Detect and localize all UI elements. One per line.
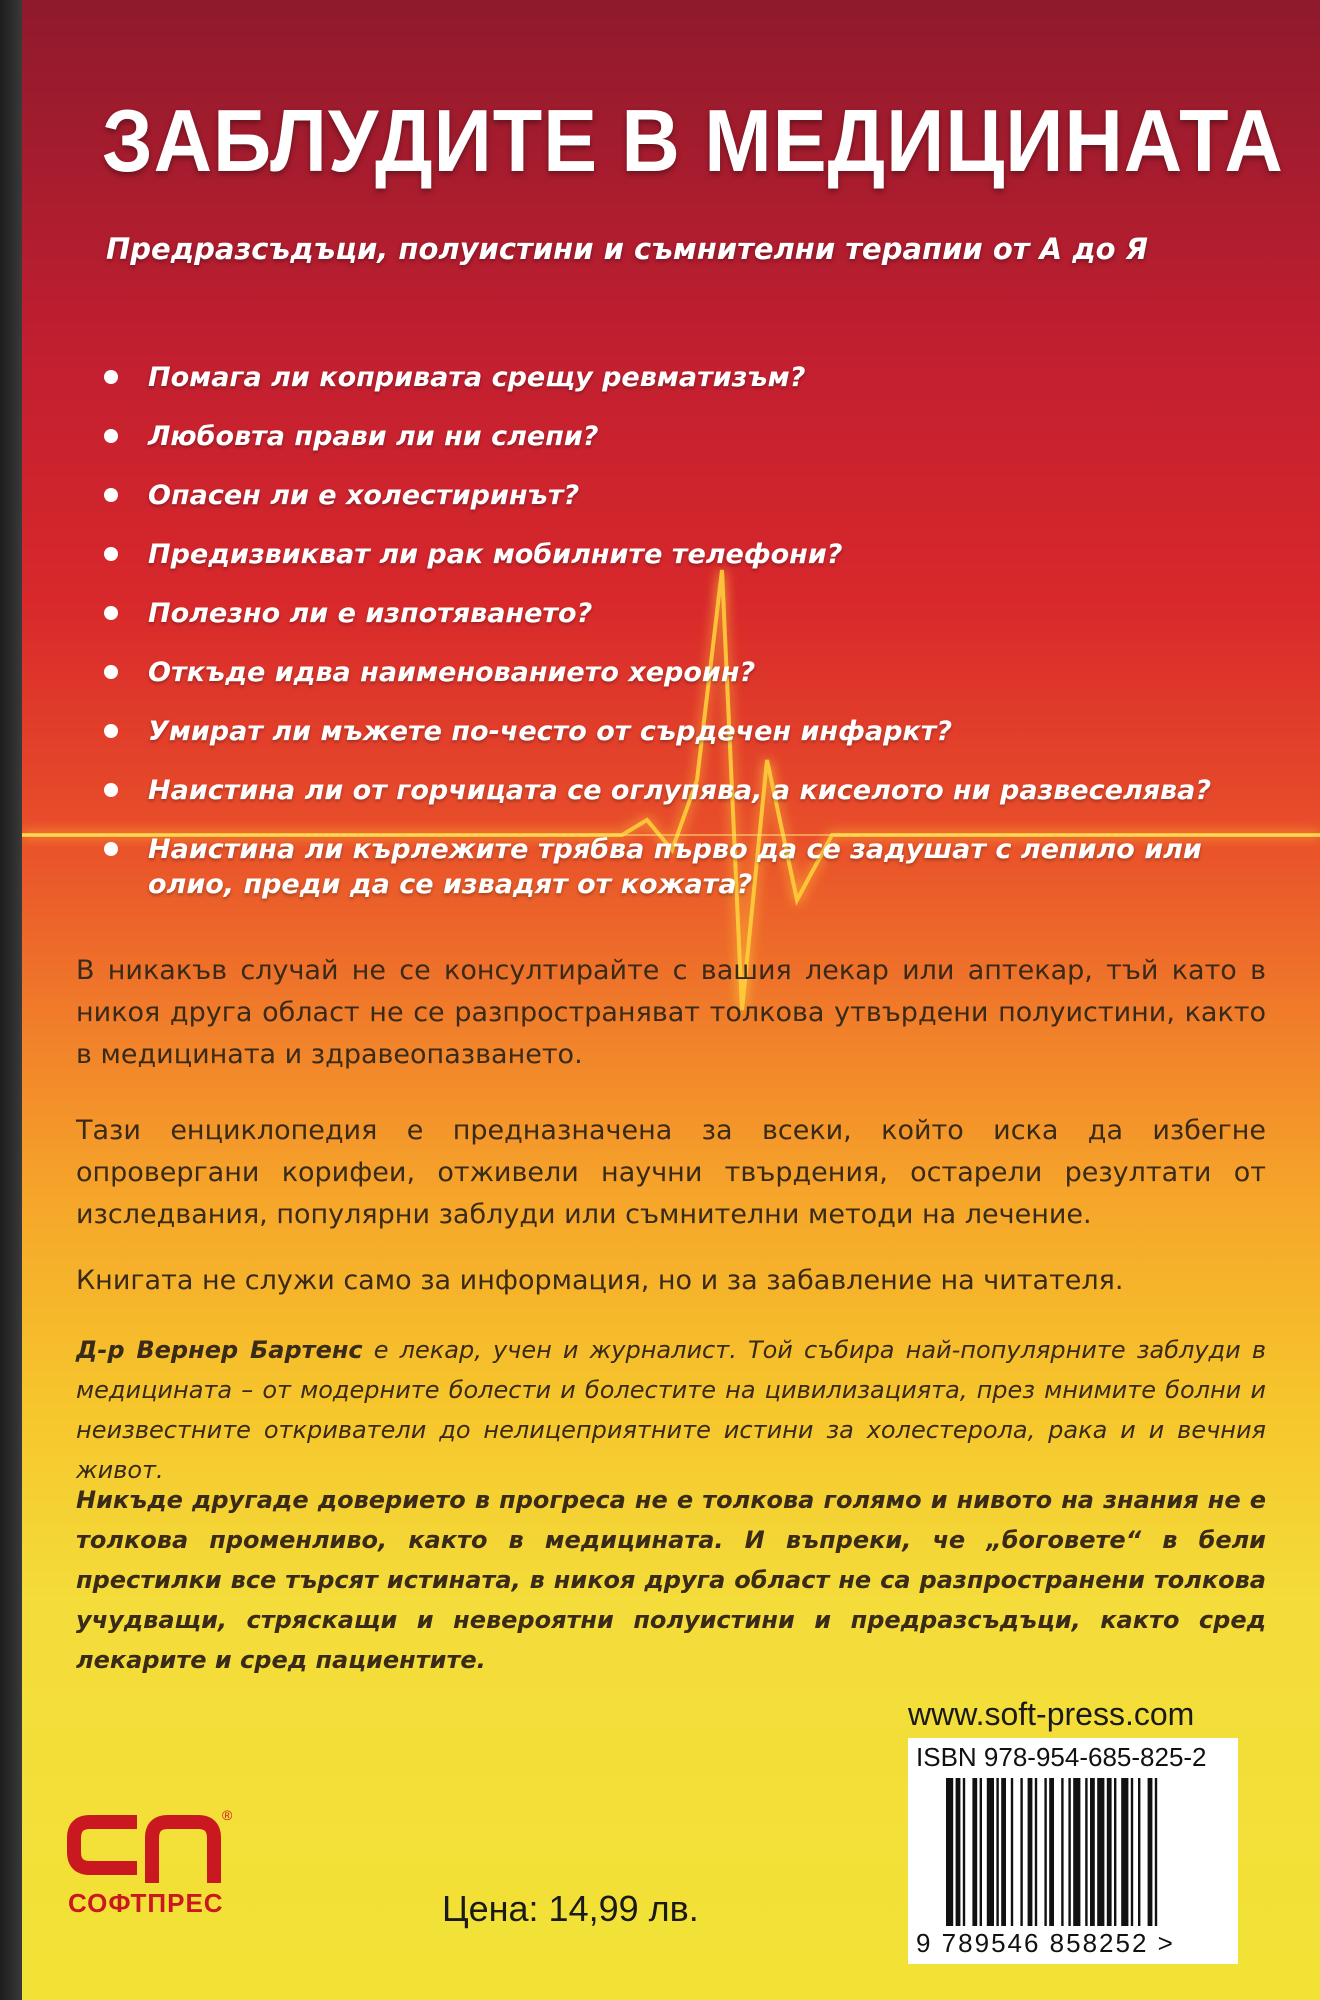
list-item: [96, 537, 1276, 572]
book-back-cover: [22, 0, 1320, 2000]
question-text: Откъде идва наименованието хероин?: [148, 657, 756, 688]
question-text: Умират ли мъжете по-често от сърдечен инфаркт?: [148, 716, 953, 747]
list-item: [96, 419, 1276, 454]
question-text: Любовта прави ли ни слепи?: [148, 421, 599, 452]
author-bio-text: е лекар, учен и журналист. Той събира най-популярните заблуди в медицината – от модерните болести и болестите на цивилизацията, през мнимите болни и неизвестните откриватели до нелицеприятните истини за холестерола, рака и и вечния живот.: [76, 1336, 1266, 1484]
bullet-icon: [104, 842, 118, 856]
isbn-label: ISBN 978-954-685-825-2: [916, 1742, 1207, 1772]
bullet-icon: [104, 429, 118, 443]
question-list: [96, 360, 1276, 926]
publisher-website: www.soft-press.com: [908, 1696, 1195, 1732]
registered-mark: ®: [222, 1807, 233, 1823]
list-item: [96, 478, 1276, 513]
book-title: ЗАБЛУДИТЕ В МЕДИЦИНАТА: [102, 91, 1284, 190]
purpose-paragraph: Книгата не служи само за информация, но и за забавление на читателя.: [76, 1265, 1124, 1296]
encyclopedia-paragraph: Тази енциклопедия е предназначена за всеки, който иска да избегне опровергани корифеи, отживели научни твърдения, остарели резултати от изследвания, популярни заблуди или съмнителни методи на лечение.: [76, 1115, 1266, 1230]
list-item: [96, 655, 1276, 690]
price-label: Цена: 14,99 лв.: [442, 1888, 699, 1929]
sp-logo-icon: [60, 1800, 280, 1890]
book-subtitle: Предразсъдъци, полуистини и съмнителни терапии от А до Я: [106, 232, 1148, 266]
question-text: Наистина ли кърлежите трябва първо да се задушат с лепило или олио, преди да се извадят от кожата?: [148, 834, 1202, 900]
author-name: Д-р Вернер Бартенс: [76, 1336, 363, 1364]
question-text: Наистина ли от горчицата се оглупява, а киселото ни развеселява?: [148, 775, 1212, 806]
book-edge: [0, 0, 22, 2000]
question-text: Предизвикват ли рак мобилните телефони?: [148, 539, 843, 570]
bullet-icon: [104, 547, 118, 561]
list-item: [96, 832, 1276, 902]
intro-paragraph: В никакъв случай не се консултирайте с вашия лекар или аптекар, тъй като в никоя друга област не се разпространяват толкова утвърдени полуистини, както в медицината и здравеопазването.: [76, 955, 1266, 1070]
bullet-icon: [104, 606, 118, 620]
bullet-icon: [104, 724, 118, 738]
publisher-name: СОФТПРЕС: [68, 1888, 224, 1918]
question-text: Помага ли копривата срещу ревматизъм?: [148, 362, 806, 393]
bullet-icon: [104, 488, 118, 502]
barcode-icon: [946, 1778, 1206, 1926]
barcode-panel: [908, 1738, 1238, 1964]
closing-paragraph: Никъде другаде доверието в прогреса не е толкова голямо и нивото на знания не е толкова променливо, както в медицината. И въпреки, че „боговете“ в бели престилки все търсят истината, в никоя друга област не са разпространени толкова учудващи, стряскащи и невероятни полуистини и предразсъдъци, както сред лекарите и сред пациентите.: [76, 1486, 1266, 1674]
bullet-icon: [104, 783, 118, 797]
list-item: [96, 714, 1276, 749]
bullet-icon: [104, 370, 118, 384]
list-item: [96, 773, 1276, 808]
question-text: Полезно ли е изпотяването?: [148, 598, 593, 629]
author-bio: [76, 1330, 1266, 1490]
list-item: [96, 360, 1276, 395]
question-text: Опасен ли е холестиринът?: [148, 480, 580, 511]
bullet-icon: [104, 665, 118, 679]
list-item: [96, 596, 1276, 631]
publisher-logo: [60, 1800, 280, 1920]
barcode-number: 9 789546 858252 >: [916, 1928, 1175, 1958]
